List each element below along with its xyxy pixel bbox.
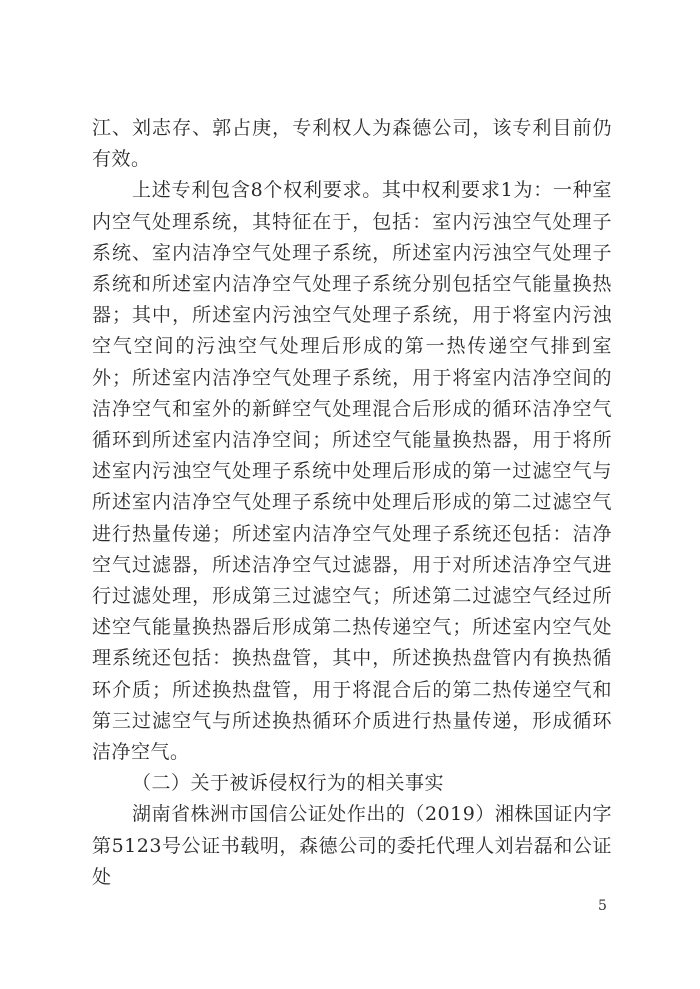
page-number: 5 (598, 898, 607, 914)
paragraph-notary-certificate: 湖南省株洲市国信公证处作出的（2019）湘株国证内字第5123号公证书载明，森德公司的委托代理人刘岩磊和公证处 (92, 803, 612, 888)
document-body (92, 113, 612, 893)
paragraph-patent-holder: 江、刘志存、郭占庚，专利权人为森德公司，该专利目前仍有效。 (92, 117, 612, 171)
paragraph-claim-1: 上述专利包含8个权利要求。其中权利要求1为：一种室内空气处理系统，其特征在于，包括：室内污浊空气处理子系统、室内洁净空气处理子系统，所述室内污浊空气处理子系统和所述室内洁净空气处理子系统分别包括空气能量换热器；其中，所述室内污浊空气处理子系统，用于将室内污浊空气空间的污浊空气处理后形成的第一热传递空气排到室外；所述室内洁净空气处理子系统，用于将室内洁净空间的洁净空气和室外的新鲜空气处理混合后形成的循环洁净空气循环到所述室内洁净空间；所述空气能量换热器，用于将所述室内污浊空气处理子系统中处理后形成的第一过滤空气与所述室内洁净空气处理子系统中处理后形成的第二过滤空气进行热量传递；所述室内洁净空气处理子系统还包括：洁净空气过滤器，所述洁净空气过滤器，用于对所述洁净空气进行过滤处理，形成第三过滤空气；所述第二过滤空气经过所述空气能量换热器后形成第二热传递空气；所述室内空气处理系统还包括：换热盘管，其中，所述换热盘管内有换热循环介质；所述换热盘管，用于将混合后的第二热传递空气和第三过滤空气与所述换热循环介质进行热量传递，形成循环洁净空气。 (92, 179, 612, 764)
section-heading-infringement-facts: （二）关于被诉侵权行为的相关事实 (132, 772, 445, 795)
